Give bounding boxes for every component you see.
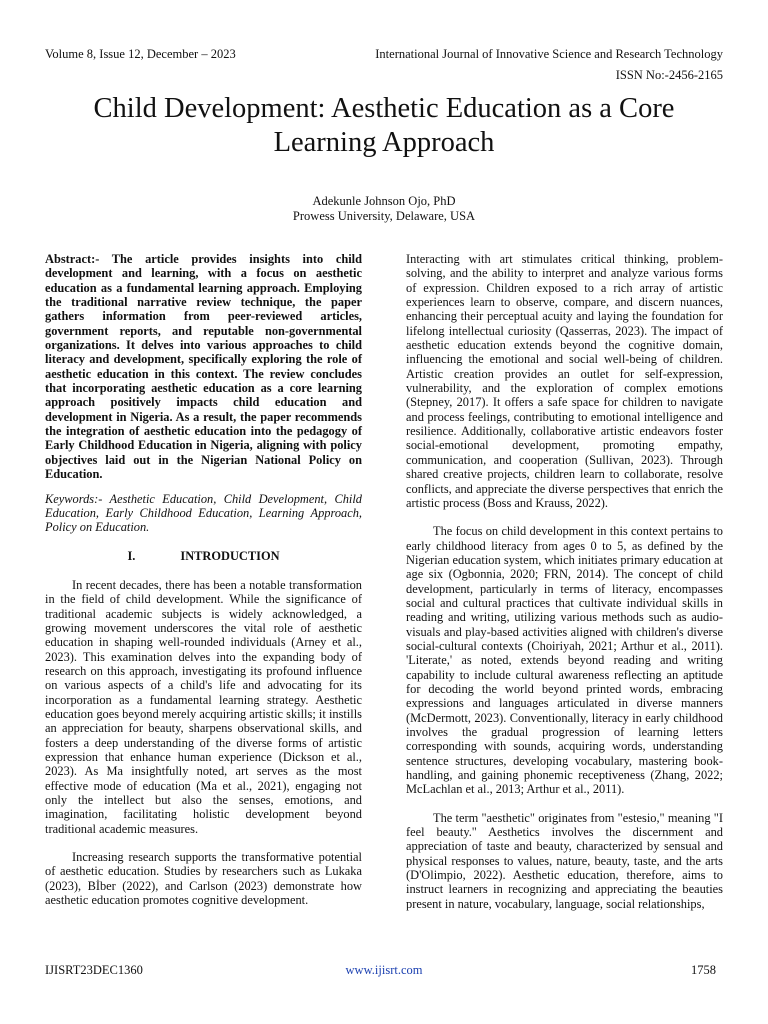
body-paragraph: In recent decades, there has been a notable transformation in the field of child development. While the significance of traditional academic subjects is widely acknowledged, a growing movement underscores the vital role of aesthetic education in shaping well-rounded individuals (Arney et al., 2023). This examination delves into the expanding body of research on this approach, investigating its profound influence on various aspects of a child's life and advocating for its incorporation as a fundamental learning strategy. Aesthetic education goes beyond merely acquiring artistic skills; it instills an appreciation for beauty, sharpens observational skills, and fosters a deep understanding of the diverse forms of artistic expression that enhance human experience (Dickson et al., 2023). As Ma insightfully noted, art serves as the most effective mode of education (Ma et al., 2021), engaging not only the intellect but also the senses, emotions, and imagination, facilitating holistic development beyond traditional academic measures. — [45, 577, 362, 836]
body-paragraph: Interacting with art stimulates critical thinking, problem-solving, and the ability to interpret and analyze various forms of expression. Children exposed to a rich array of artistic experiences learn to observe, compare, and discern nuances, enhancing their perceptual acuity and laying the foundation for lifelong intellectual curiosity (Qasserras, 2023). The impact of aesthetic education extends beyond the cognitive domain, influencing the emotional and social well-being of children. Artistic creation provides an outlet for self-expression, vulnerability, and the exploration of complex emotions (Stepney, 2017). It offers a safe space for children to navigate and process feelings, contributing to emotional intelligence and resilience. Additionally, collaborative artistic endeavors foster social-emotional development, promoting empathy, communication, and cooperation (Sullivan, 2023). Through shared creative projects, children learn to collaborate, resolve conflicts, and appreciate the diverse perspectives that enrich the artistic process (Boss and Krauss, 2022). — [406, 252, 723, 510]
page-number: 1758 — [691, 963, 716, 977]
author-block — [45, 194, 723, 224]
author-name: Adekunle Johnson Ojo, PhD — [312, 194, 456, 208]
body-paragraph: The focus on child development in this context pertains to early childhood literacy from ages 0 to 5, as defined by the Nigerian education system, which initiates primary education at age six (Ogbonnia, 2020; FRN, 2014). The concept of child development, particularly in terms of literacy, encompasses social and cultural practices that cultivate individual skills in reading and writing, utilizing various methods such as audio-visuals and play-based activities aligned with children's diverse social-cultural contexts (Choiriyah, 2021; Arthur et al., 2011). 'Literate,' as noted, extends beyond reading and writing capability to include cultural awareness reflecting an aptitude for decoding the world beyond printed words, embracing expressions and languages articulated in diverse manners (McDermott, 2023). Conventionally, literacy in early childhood involves the gradual progression of learning letters corresponding with sounds, acquiring words, understanding sentence structures, developing vocabulary, mastering book-handling, and gaining phonemic receptiveness (Zhang, 2022; McLachlan et al., 2013; Arthur et al., 2011). — [406, 524, 723, 797]
keywords: Keywords:- Aesthetic Education, Child Development, Child Education, Early Childhood Education, Learning Approach, Policy on Education. — [45, 491, 362, 535]
left-column — [45, 252, 362, 907]
section-number: I. — [127, 548, 136, 563]
journal-issn: ISSN No:-2456-2165 — [615, 68, 723, 82]
section-title: INTRODUCTION — [180, 548, 280, 563]
journal-website-link[interactable]: www.ijisrt.com — [345, 963, 423, 977]
journal-name: International Journal of Innovative Science and Research Technology — [375, 47, 723, 61]
body-paragraph: Increasing research supports the transformative potential of aesthetic education. Studies by researchers such as Lukaka (2023), Bİber (2022), and Carlson (2023) demonstrate how aesthetic education promotes cognitive development. — [45, 850, 362, 908]
right-column — [406, 252, 723, 911]
paper-title: Child Development: Aesthetic Education as a Core Learning Approach — [93, 93, 675, 158]
author-affiliation: Prowess University, Delaware, USA — [292, 209, 476, 223]
journal-volume-issue: Volume 8, Issue 12, December – 2023 — [45, 47, 236, 61]
section-heading — [45, 549, 362, 563]
article-id: IJISRT23DEC1360 — [45, 963, 143, 977]
abstract: Abstract:- The article provides insights into child development and learning, with a focus on aesthetic education as a fundamental learning approach. Employing the traditional narrative review technique, the paper gathers information from peer-reviewed articles, government reports, and reputable non-governmental organizations. It delves into various approaches to child literacy and development, specifically exploring the role of aesthetic education in this context. The review concludes that incorporating aesthetic education as a core learning approach positively impacts child education and development in Nigeria. As a result, the paper recommends the integration of aesthetic education into the pedagogy of Early Childhood Education in Nigeria, aligning with policy objectives laid out in the Nigerian National Policy on Education. — [45, 252, 362, 482]
body-paragraph: The term "aesthetic" originates from "estesio," meaning "I feel beauty." Aesthetics involves the discernment and appreciation of taste and beauty, characterized by sensual and physical responses to values, nature, beauty, taste, and the arts (D'Olimpio, 2022). Aesthetic education, therefore, aims to instruct learners in recognizing and appreciating the beauties present in nature, vocabulary, language, social relationships, — [406, 810, 723, 911]
